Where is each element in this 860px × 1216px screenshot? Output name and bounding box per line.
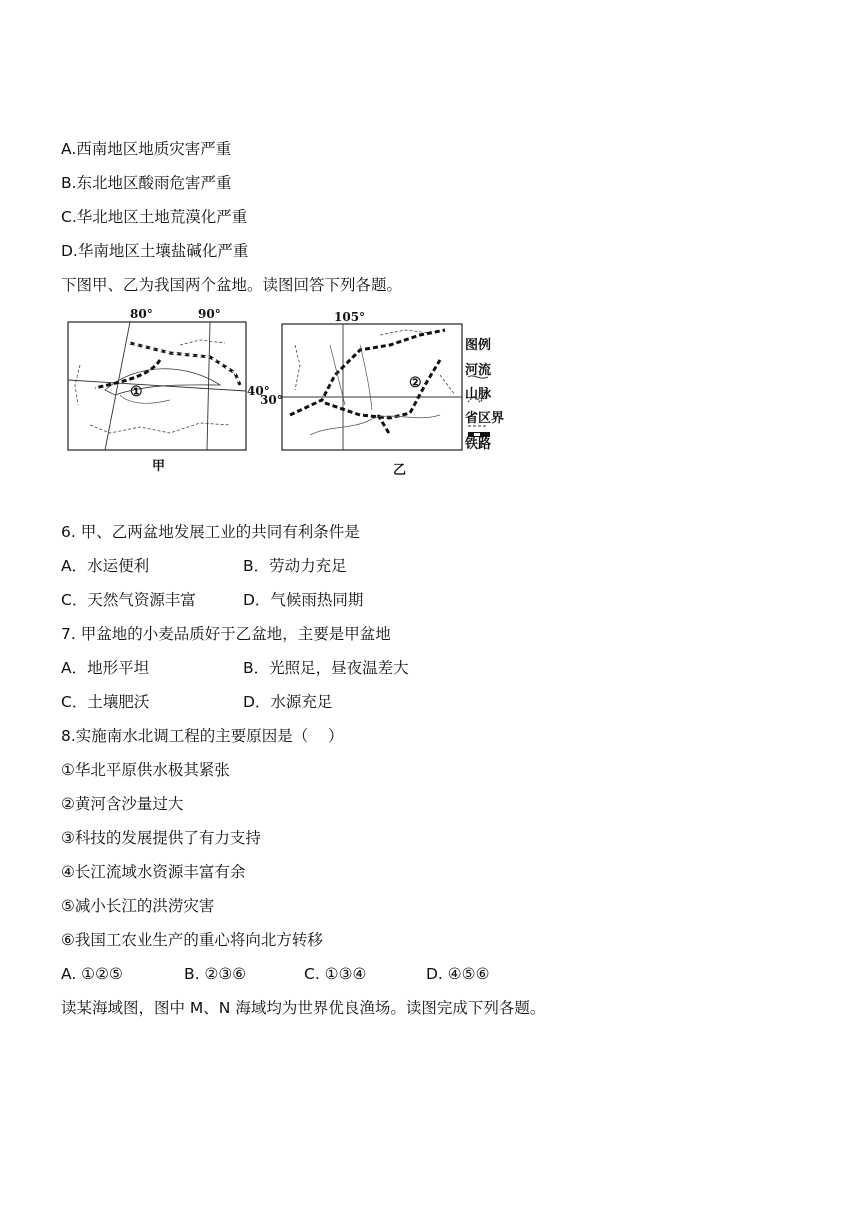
q8-item: ①华北平原供水极其紧张 (61, 761, 230, 779)
q6-option-b: B．劳动力充足 (243, 557, 347, 575)
basin-intro: 下图甲、乙为我国两个盆地。读图回答下列各题。 (61, 276, 403, 294)
q8-item: ⑤减小长江的洪涝灾害 (61, 897, 215, 915)
legend-title: 图例 (465, 338, 492, 353)
q7-option-c: C．土壤肥沃 (61, 693, 150, 711)
q6-option-d: D．气候雨热同期 (243, 591, 364, 609)
map-yi-lon-105: 105° (334, 310, 366, 324)
q8-option-a: A. ①②⑤ (61, 965, 123, 983)
legend-mountain: 山脉 (465, 387, 492, 402)
q5-option-b: B.东北地区酸雨危害严重 (61, 174, 232, 192)
map-yi-lat-30: 30° (260, 393, 283, 407)
q7-option-a: A．地形平坦 (61, 659, 150, 677)
map-yi-marker: ② (409, 375, 422, 391)
map-jia-lat-40: 40° (247, 384, 270, 398)
legend-boundary: 省区界 (465, 411, 505, 426)
map-jia-lon-80: 80° (130, 307, 153, 321)
q6-option-a: A．水运便利 (61, 557, 150, 575)
sea-intro: 读某海域图，图中 M、N 海域均为世界优良渔场。读图完成下列各题。 (61, 999, 546, 1017)
legend-river: 河流 (465, 363, 492, 378)
q5-option-c: C.华北地区土地荒漠化严重 (61, 208, 248, 226)
q7-stem: 7. 甲盆地的小麦品质好于乙盆地，主要是甲盆地 (61, 625, 391, 643)
q8-item: ③科技的发展提供了有力支持 (61, 829, 261, 847)
map-jia-caption: 甲 (152, 459, 166, 474)
q7-option-b: B．光照足，昼夜温差大 (243, 659, 409, 677)
map-jia-lon-90: 90° (198, 307, 221, 321)
basin-maps-svg (60, 305, 520, 480)
q5-option-a: A.西南地区地质灾害严重 (61, 140, 232, 158)
q6-stem: 6. 甲、乙两盆地发展工业的共同有利条件是 (61, 523, 360, 541)
q5-option-d: D.华南地区土壤盐碱化严重 (61, 242, 249, 260)
q8-item: ⑥我国工农业生产的重心将向北方转移 (61, 931, 323, 949)
q8-item: ④长江流域水资源丰富有余 (61, 863, 246, 881)
q8-option-d: D. ④⑤⑥ (426, 965, 490, 983)
q8-option-c: C. ①③④ (304, 965, 367, 983)
basin-maps-figure (60, 305, 520, 480)
legend-railway: 铁路 (465, 437, 492, 452)
q7-option-d: D．水源充足 (243, 693, 333, 711)
q6-option-c: C．天然气资源丰富 (61, 591, 196, 609)
q8-stem: 8.实施南水北调工程的主要原因是（ ） (61, 727, 344, 745)
q8-item: ②黄河含沙量过大 (61, 795, 184, 813)
map-jia-marker: ① (130, 384, 143, 400)
q8-option-b: B. ②③⑥ (184, 965, 247, 983)
map-yi-caption: 乙 (393, 463, 407, 478)
